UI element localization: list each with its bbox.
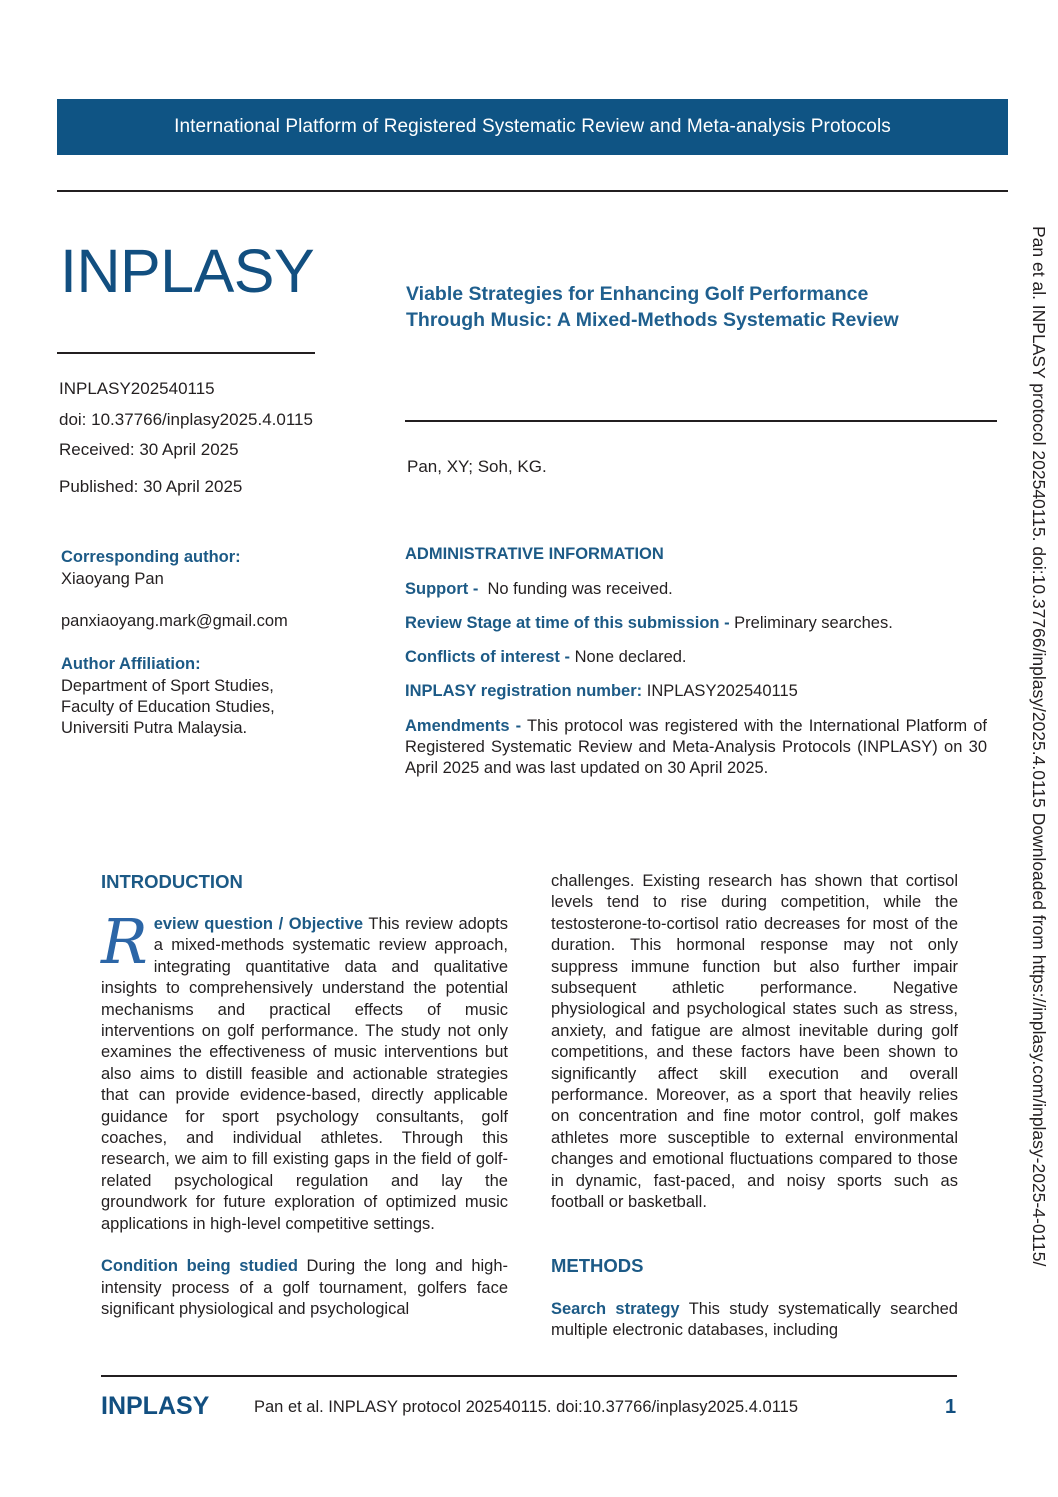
inplasy-id: INPLASY202540115 (59, 379, 215, 398)
condition-label: Condition being studied (101, 1257, 298, 1276)
search-strategy-text: This study systematically searched multiple electronic databases, including (551, 1300, 958, 1340)
amendments-value: This protocol was registered with the International Platform of Registered Systematic Review and Meta-Analysis Protocols (INPLASY) on 30 April 2025 and was last updated on 30 April 2025. (405, 717, 987, 777)
published-date: Published: 30 April 2025 (59, 477, 243, 496)
condition-paragraph (101, 1256, 508, 1320)
corresponding-name: Xiaoyang Pan (61, 570, 164, 588)
banner-text: International Platform of Registered Systematic Review and Meta-analysis Protocols (174, 116, 891, 137)
review-question-text: This review adopts a mixed-methods systematic review approach, integrating quantitative data and qualitative insights to comprehensively understand the potential mechanisms and practical effects of music interventions on golf performance. The study not only examines the effectiveness of music interventions but also aims to distill feasible and actionable strategies that can provide evidence-based, directly applicable guidance for sport psychology consultants, golf coaches, and individual athletes. Through this research, we aim to fill existing gaps in the field of golf-related psychological regulation and lay the groundwork for future exploration of optimized music applications in high-level competitive settings. (101, 915, 508, 1233)
title-line-2: Through Music: A Mixed-Methods Systematic Review (406, 309, 899, 331)
page-number: 1 (945, 1396, 957, 1418)
corresponding-label: Corresponding author: (61, 548, 241, 566)
conflicts-value: None declared. (574, 648, 687, 666)
corresponding-email[interactable]: panxiaoyang.mark@gmail.com (61, 612, 288, 630)
doi: doi: 10.37766/inplasy2025.4.0115 (59, 410, 313, 429)
title-divider (405, 420, 997, 422)
footer-divider (101, 1375, 957, 1377)
condition-text: During the long and high-intensity process of a golf tournament, golfers face significant physiological and psychological (101, 1257, 509, 1318)
registration-value: INPLASY202540115 (646, 682, 798, 700)
title-line-1: Viable Strategies for Enhancing Golf Performance (406, 283, 869, 305)
methods-heading: METHODS (551, 1255, 644, 1276)
introduction-heading: INTRODUCTION (101, 871, 243, 892)
authors: Pan, XY; Soh, KG. (407, 457, 547, 476)
admin-conflicts (405, 647, 987, 668)
footer-citation: Pan et al. INPLASY protocol 202540115. doi:10.37766/inplasy2025.4.0115 (254, 1398, 799, 1416)
methods-column (551, 1299, 958, 1342)
stage-label: Review Stage at time of this submission - (405, 614, 730, 632)
amendments-label: Amendments - (405, 717, 522, 735)
side-note-text[interactable]: Pan et al. INPLASY protocol 202540115. doi:10.37766/inplasy/2025.4.0115 Downloaded from https://inplasy.com/inplasy-2025-4-0115/ (1029, 226, 1049, 1267)
review-question-label: eview question / Objective (153, 915, 364, 933)
conflicts-label: Conflicts of interest - (405, 648, 571, 666)
admin-heading: ADMINISTRATIVE INFORMATION (405, 545, 664, 563)
paper-title (406, 281, 996, 333)
admin-registration (405, 681, 987, 702)
affiliation-label: Author Affiliation: (61, 655, 201, 673)
drop-cap: R (101, 905, 148, 978)
side-margin-note (1024, 226, 1054, 1306)
intro-column (101, 905, 509, 1320)
footer-brand: INPLASY (101, 1392, 210, 1420)
search-strategy-paragraph (551, 1299, 958, 1342)
search-strategy-label: Search strategy (551, 1300, 680, 1318)
admin-amendments (405, 716, 987, 779)
continued-paragraph: challenges. Existing research has shown that cortisol levels tend to rise during competition, while the testosterone-to-cortisol ratio decreases for most of the duration. This hormonal response may not only suppress immune function but also further impair subsequent athletic performance. Negative physiological and psychological states such as stress, anxiety, and fatigue are almost inevitable during golf competitions, and these factors have been shown to significantly affect skill execution and overall performance. Moreover, as a sport that heavily relies on concentration and fine motor control, golf makes athletes more susceptible to external environmental changes and emotional fluctuations compared to those in dynamic, fast-paced, and noisy sports such as football or basketball. (551, 872, 958, 1212)
brand-logo: INPLASY (60, 237, 315, 305)
review-question-paragraph (101, 905, 508, 1235)
admin-stage (405, 613, 987, 634)
admin-support (405, 579, 987, 600)
registration-label: INPLASY registration number: (405, 682, 643, 700)
top-divider (57, 190, 1008, 192)
continued-column (551, 871, 958, 1214)
received-date: Received: 30 April 2025 (59, 440, 239, 459)
brand-divider (57, 352, 315, 354)
support-label: Support - (405, 580, 479, 598)
support-value: No funding was received. (487, 580, 673, 598)
stage-value: Preliminary searches. (734, 614, 893, 632)
affiliation-line-2: Faculty of Education Studies, (61, 698, 275, 716)
affiliation-line-1: Department of Sport Studies, (61, 677, 274, 695)
affiliation-line-3: Universiti Putra Malaysia. (61, 719, 248, 737)
header-banner (57, 99, 1008, 155)
